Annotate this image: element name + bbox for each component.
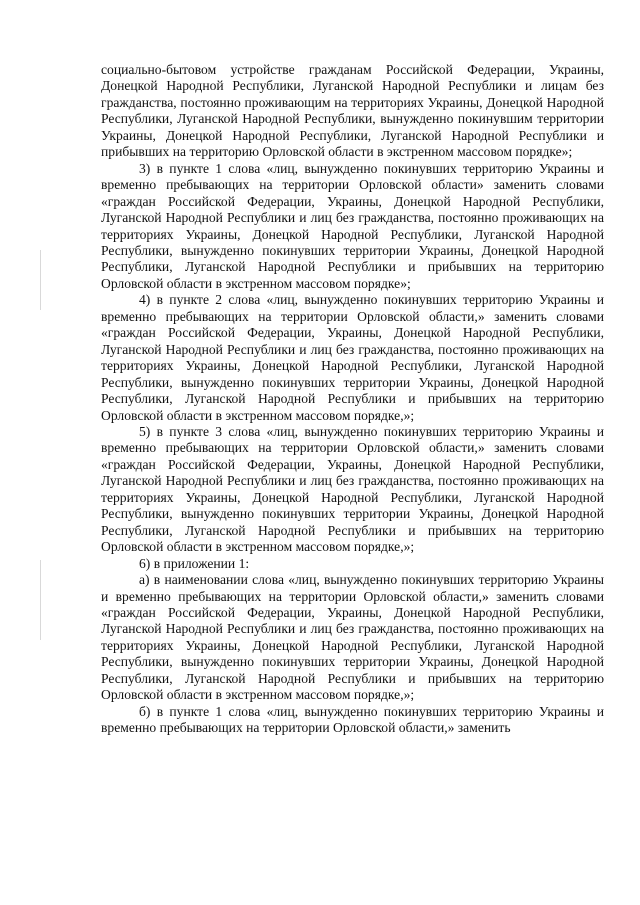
scan-artifact xyxy=(40,560,41,640)
paragraph-item-6: 6) в приложении 1: xyxy=(139,555,250,571)
paragraph-item-4: 4) в пункте 2 слова «лиц, вынужденно покинувших территорию Украины и временно пребывающих на территории Орловской области,» заменить словами «граждан Российской Федерации, Украины, Донецкой Народной Республики, Луганской Народной Республики и лиц без гражданства, постоянно проживающих на территориях Украины, Донецкой Народной Республики, Луганской Народной Республики, вынужденно покинувших территории Украины, Донецкой Народной Республики, Луганской Народной Республики и прибывших на территорию Орловской области в экстренном массовом порядке,»; xyxy=(101,292,604,423)
document-body xyxy=(101,62,604,737)
paragraph-item-3: 3) в пункте 1 слова «лиц, вынужденно покинувших территорию Украины и временно пребывающих на территории Орловской области» заменить словами «граждан Российской Федерации, Украины, Донецкой Народной Республики, Луганской Народной Республики и лиц без гражданства, постоянно проживающих на территориях Украины, Донецкой Народной Республики, Луганской Народной Республики, вынужденно покинувших территории Украины, Донецкой Народной Республики, Луганской Народной Республики и прибывших на территорию Орловской области в экстренном массовом порядке»; xyxy=(101,160,604,291)
paragraph-item-5: 5) в пункте 3 слова «лиц, вынужденно покинувших территорию Украины и временно пребывающих на территории Орловской области,» заменить словами «граждан Российской Федерации, Украины, Донецкой Народной Республики, Луганской Народной Республики и лиц без гражданства, постоянно проживающих на территориях Украины, Донецкой Народной Республики, Луганской Народной Республики, вынужденно покинувших территории Украины, Донецкой Народной Республики, Луганской Народной Республики и прибывших на территорию Орловской области в экстренном массовом порядке,»; xyxy=(101,423,604,555)
paragraph-continuation: социально-бытовом устройстве гражданам Российской Федерации, Украины, Донецкой Народной Республики, Луганской Народной Республики и лицам без гражданства, постоянно проживающим на территориях Украины, Донецкой Народной Республики, Луганской Народной Республики, вынужденно покинувшим территории Украины, Донецкой Народной Республики, Луганской Народной Республики и прибывших на территорию Орловской области в экстренном массовом порядке»; xyxy=(101,62,604,160)
paragraph-subitem-b: б) в пункте 1 слова «лиц, вынужденно покинувших территорию Украины и временно пребывающих на территории Орловской области,» заменить xyxy=(101,703,604,736)
paragraph-subitem-a: а) в наименовании слова «лиц, вынужденно покинувших территорию Украины и временно пребывающих на территории Орловской области,» заменить словами «граждан Российской Федерации, Украины, Донецкой Народной Республики, Луганской Народной Республики и лиц без гражданства, постоянно проживающих на территориях Украины, Донецкой Народной Республики, Луганской Народной Республики, вынужденно покинувших территории Украины, Донецкой Народной Республики, Луганской Народной Республики и прибывших на территорию Орловской области в экстренном массовом порядке,»; xyxy=(101,572,604,703)
scan-artifact xyxy=(40,250,41,310)
